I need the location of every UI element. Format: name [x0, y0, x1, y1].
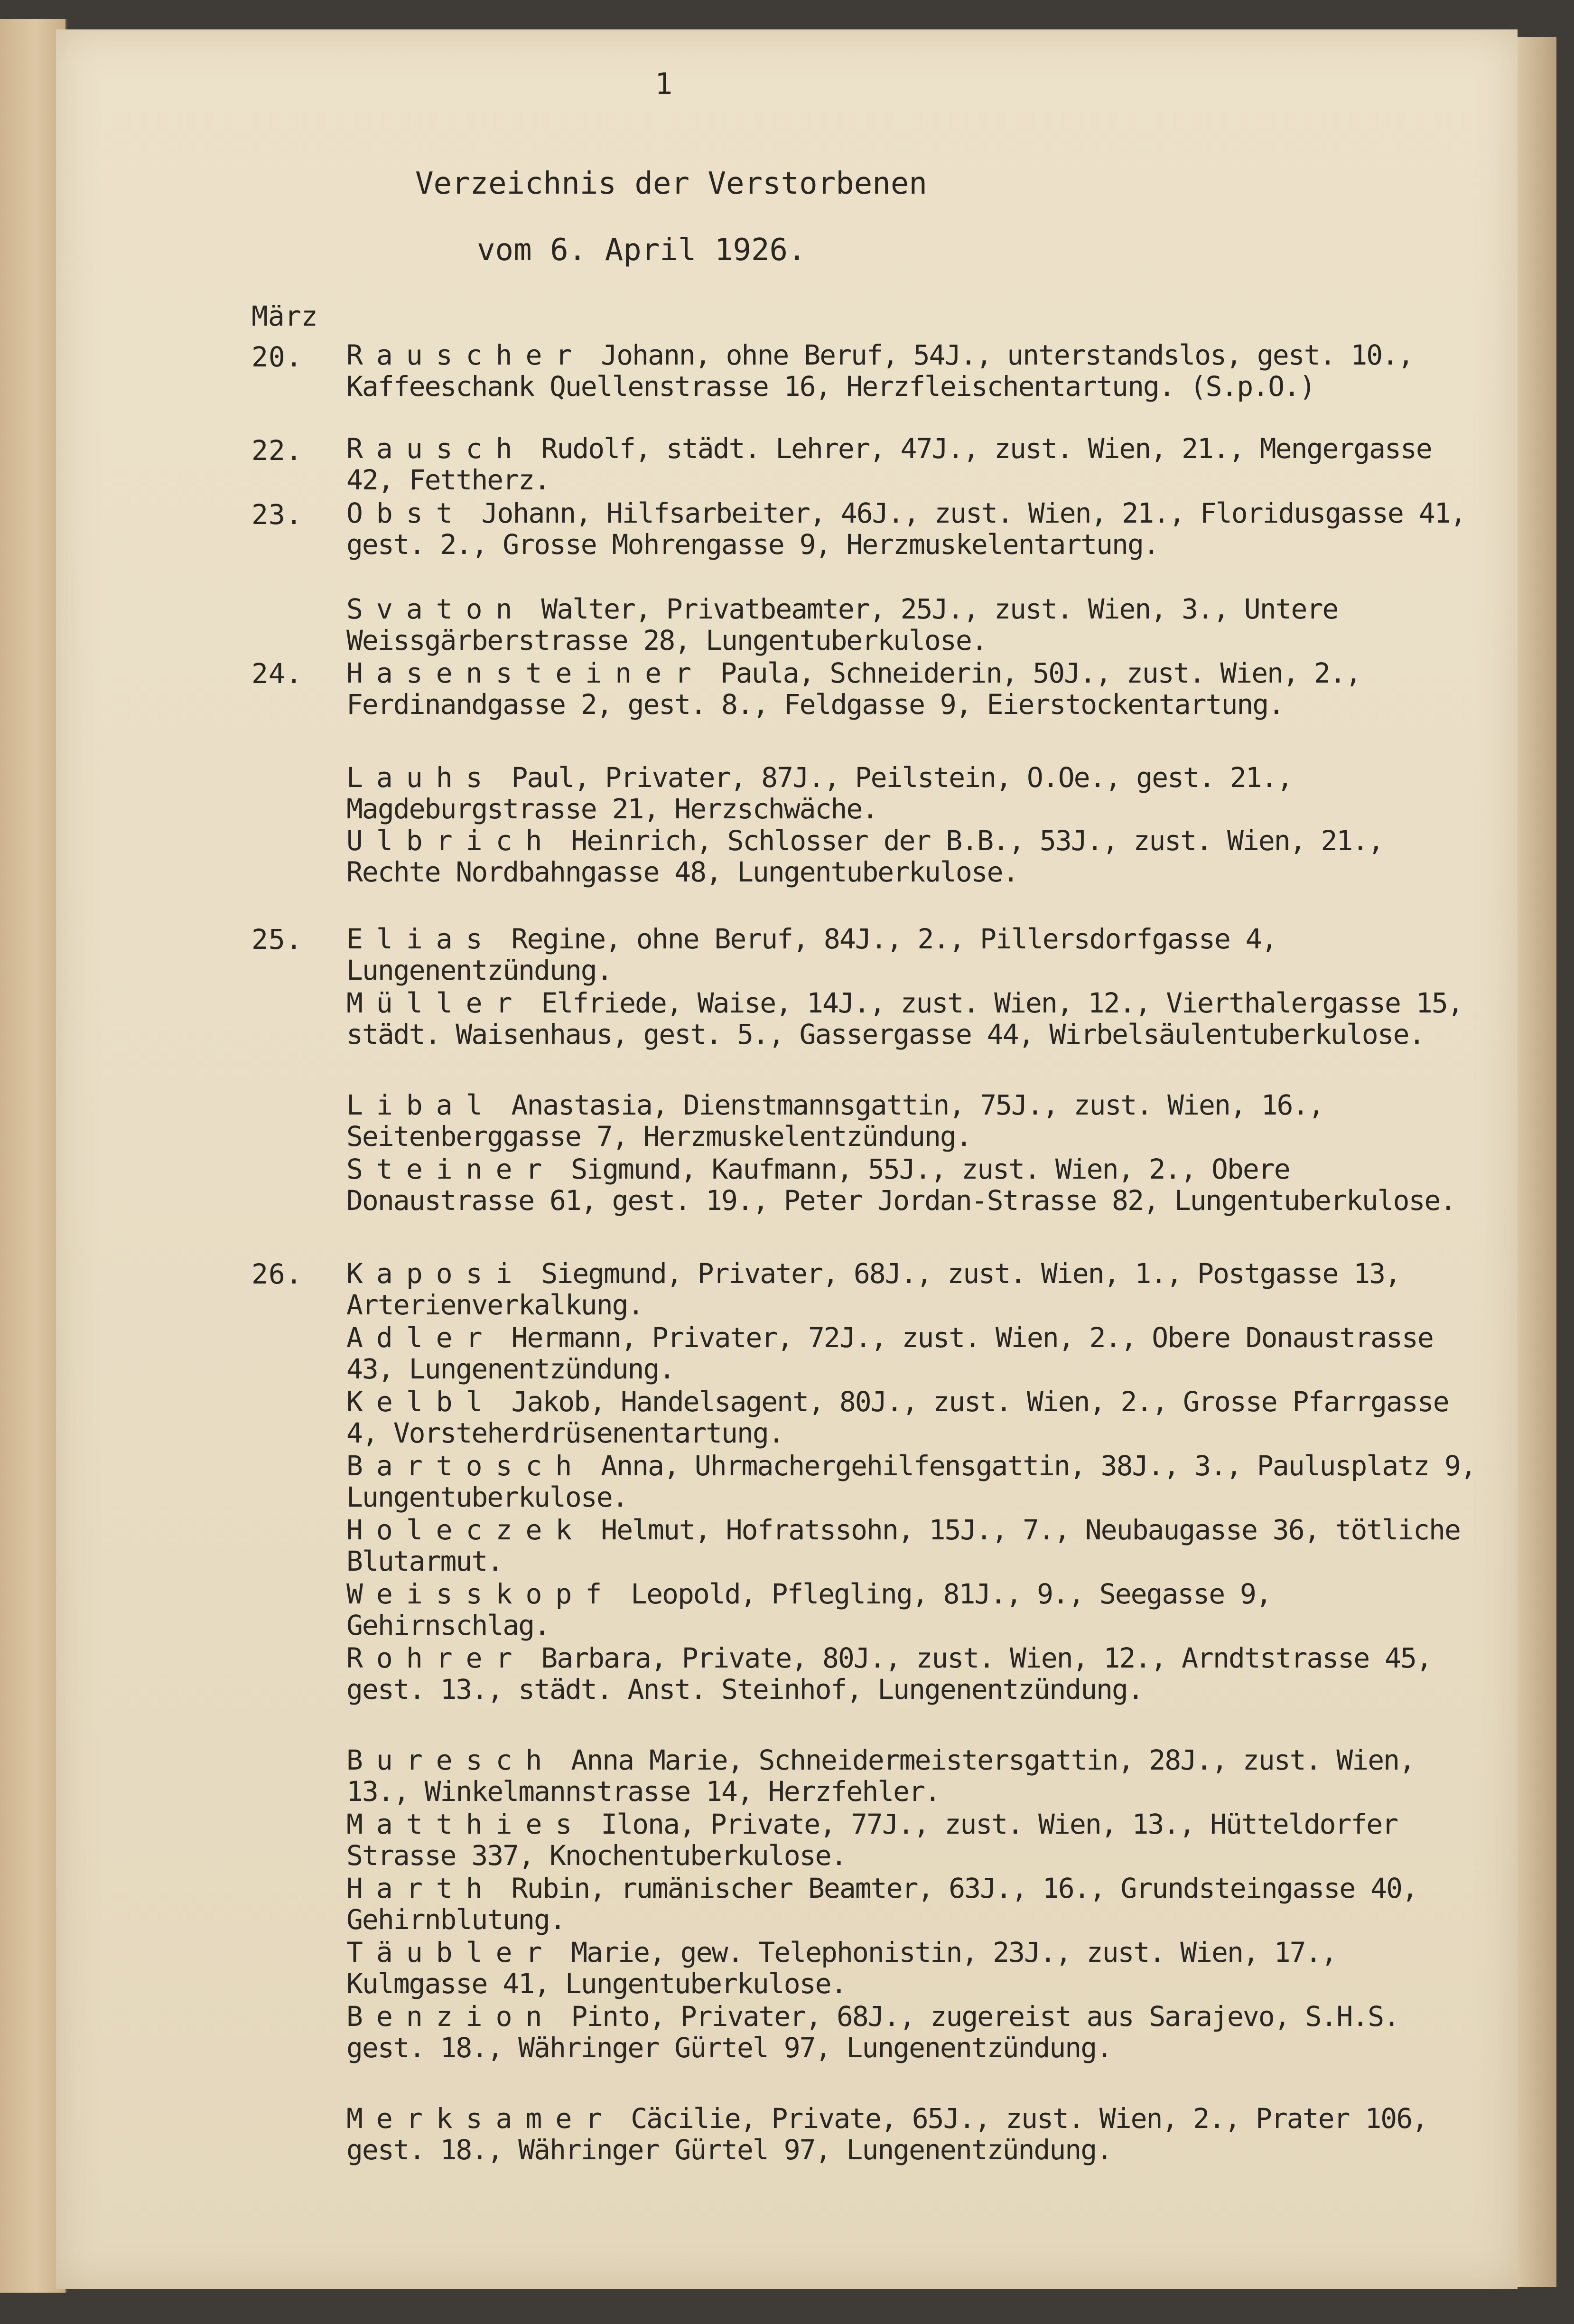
day-label: 23.: [251, 498, 303, 531]
entry-surname: Rauscher: [346, 339, 586, 371]
list-item: [346, 1744, 1485, 1807]
entry-details: Jakob, Handelsagent, 80J., zust. Wien, 2., Grosse Pfarrgasse 4, Vorsteherdrüsenentartung.: [346, 1386, 1464, 1449]
entry-surname: Elias: [346, 923, 496, 955]
list-item: [346, 1153, 1485, 1216]
entry-details: Anna, Uhrmachergehilfensgattin, 38J., 3., Paulusplatz 9, Lungentuberkulose.: [346, 1450, 1491, 1513]
day-label: 20.: [251, 341, 303, 373]
entry-surname: Svaton: [346, 593, 526, 625]
entry-surname: Bartosch: [346, 1450, 586, 1482]
list-item: [346, 762, 1485, 825]
entry-details: Johann, Hilfsarbeiter, 46J., zust. Wien, 21., Floridusgasse 41, gest. 2., Grosse Mohrengasse 9, Herzmuskelentartung.: [346, 497, 1481, 561]
entry-details: Helmut, Hofratssohn, 15J., 7., Neubaugasse 36, tötliche Blutarmut.: [346, 1514, 1476, 1577]
entry-surname: Ulbrich: [346, 825, 556, 857]
list-item: [346, 1258, 1485, 1321]
entry-surname: Matthies: [346, 1808, 586, 1840]
list-item: [346, 1937, 1485, 1999]
document-title: Verzeichnis der Verstorbenen: [415, 166, 927, 201]
entry-details: Regine, ohne Beruf, 84J., 2., Pillersdorfgasse 4, Lungenentzündung.: [346, 923, 1293, 986]
entry-surname: Adler: [346, 1321, 496, 1354]
entry-surname: Lauhs: [346, 761, 496, 794]
day-label: 24.: [251, 657, 303, 690]
list-item: [346, 2001, 1485, 2063]
list-item: [346, 1578, 1485, 1641]
list-item: [346, 657, 1485, 720]
list-item: [346, 1386, 1485, 1449]
day-label: 25.: [251, 923, 303, 956]
list-item: [346, 1642, 1485, 1705]
entry-details: Marie, gew. Telephonistin, 23J., zust. Wien, 17., Kulmgasse 41, Lungentuberkulose.: [346, 1936, 1352, 2000]
entry-surname: Täubler: [346, 1936, 556, 1968]
entry-surname: Benzion: [346, 2000, 556, 2033]
list-item: [346, 593, 1485, 656]
entry-details: Elfriede, Waise, 14J., zust. Wien, 12., Vierthalergasse 15, städt. Waisenhaus, gest. 5., Gassergasse 44, Wirbelsäulentuberkulose.: [346, 987, 1479, 1050]
entry-details: Pinto, Privater, 68J., zugereist aus Sarajevo, S.H.S. gest. 18., Währinger Gürtel 97, Lungenentzündung.: [346, 2000, 1415, 2064]
document-date: vom 6. April 1926.: [477, 233, 806, 268]
entry-details: Ilona, Private, 77J., zust. Wien, 13., Hütteldorfer Strasse 337, Knochentuberkulose.: [346, 1808, 1414, 1872]
entry-surname: Rausch: [346, 432, 526, 465]
list-item: [346, 1873, 1485, 1935]
entry-surname: Merksamer: [346, 2102, 615, 2135]
page-number: 1: [655, 66, 673, 101]
list-item: [346, 987, 1485, 1050]
entry-details: Walter, Privatbeamter, 25J., zust. Wien, 3., Untere Weissgärberstrasse 28, Lungentuberkulose.: [346, 593, 1354, 656]
list-item: [346, 1450, 1491, 1513]
entry-details: Cäcilie, Private, 65J., zust. Wien, 2., Prater 106, gest. 18., Währinger Gürtel 97, Lungenentzündung.: [346, 2102, 1443, 2166]
entry-surname: Hasensteiner: [346, 657, 705, 689]
entry-details: Siegmund, Privater, 68J., zust. Wien, 1., Postgasse 13, Arterienverkalkung.: [346, 1257, 1416, 1321]
right-page-edge: [1518, 37, 1556, 2287]
entry-surname: Rohrer: [346, 1642, 526, 1674]
entry-surname: Obst: [346, 497, 466, 529]
list-item: [346, 1809, 1485, 1871]
list-item: [346, 1089, 1485, 1152]
day-label: 26.: [251, 1258, 303, 1290]
entry-surname: Weisskopf: [346, 1578, 615, 1610]
list-item: [346, 825, 1485, 888]
entry-details: Anastasia, Dienstmannsgattin, 75J., zust. Wien, 16., Seitenberggasse 7, Herzmuskelentzündung.: [346, 1089, 1340, 1153]
entry-surname: Libal: [346, 1089, 496, 1121]
entry-details: Heinrich, Schlosser der B.B., 53J., zust. Wien, 21., Rechte Nordbahngasse 48, Lungentuberkulose.: [346, 825, 1399, 888]
list-item: [346, 1322, 1485, 1385]
entry-details: Rudolf, städt. Lehrer, 47J., zust. Wien, 21., Mengergasse 42, Fettherz.: [346, 432, 1447, 496]
entry-surname: Kaposi: [346, 1257, 526, 1290]
entry-details: Paula, Schneiderin, 50J., zust. Wien, 2., Ferdinandgasse 2, gest. 8., Feldgasse 9, Eierstockentartung.: [346, 657, 1377, 721]
entry-surname: Müller: [346, 987, 526, 1019]
entry-details: Barbara, Private, 80J., zust. Wien, 12., Arndtstrasse 45, gest. 13., städt. Anst. Steinhof, Lungenentzündung.: [346, 1642, 1447, 1706]
entry-details: Sigmund, Kaufmann, 55J., zust. Wien, 2., Obere Donaustrasse 61, gest. 19., Peter Jordan-Strasse 82, Lungentuberkulose.: [346, 1153, 1456, 1217]
entry-details: Paul, Privater, 87J., Peilstein, O.Oe., gest. 21., Magdeburgstrasse 21, Herzschwäche.: [346, 761, 1308, 825]
list-item: [346, 339, 1485, 402]
entry-surname: Steiner: [346, 1153, 556, 1185]
entry-details: Johann, ohne Beruf, 54J., unterstandslos, gest. 10., Kaffeeschank Quellenstrasse 16, Herzfleischentartung. (S.p.O.): [346, 339, 1429, 403]
month-label: März: [251, 300, 318, 332]
entry-details: Leopold, Pflegling, 81J., 9., Seegasse 9, Gehirnschlag.: [346, 1578, 1287, 1641]
list-item: [346, 2103, 1485, 2165]
list-item: [346, 433, 1485, 496]
entry-surname: Harth: [346, 1872, 496, 1904]
list-item: [346, 1514, 1485, 1577]
entry-details: Hermann, Privater, 72J., zust. Wien, 2., Obere Donaustrasse 43, Lungenentzündung.: [346, 1321, 1449, 1385]
list-item: [346, 497, 1485, 560]
day-label: 22.: [251, 434, 303, 467]
entry-details: Anna Marie, Schneidermeistersgattin, 28J., zust. Wien, 13., Winkelmannstrasse 14, Herzfehler.: [346, 1744, 1430, 1808]
entry-surname: Holeczek: [346, 1514, 586, 1546]
entry-surname: Kelbl: [346, 1386, 496, 1418]
list-item: [346, 923, 1485, 986]
entry-details: Rubin, rumänischer Beamter, 63J., 16., Grundsteingasse 40, Gehirnblutung.: [346, 1872, 1433, 1936]
entry-surname: Buresch: [346, 1744, 556, 1776]
